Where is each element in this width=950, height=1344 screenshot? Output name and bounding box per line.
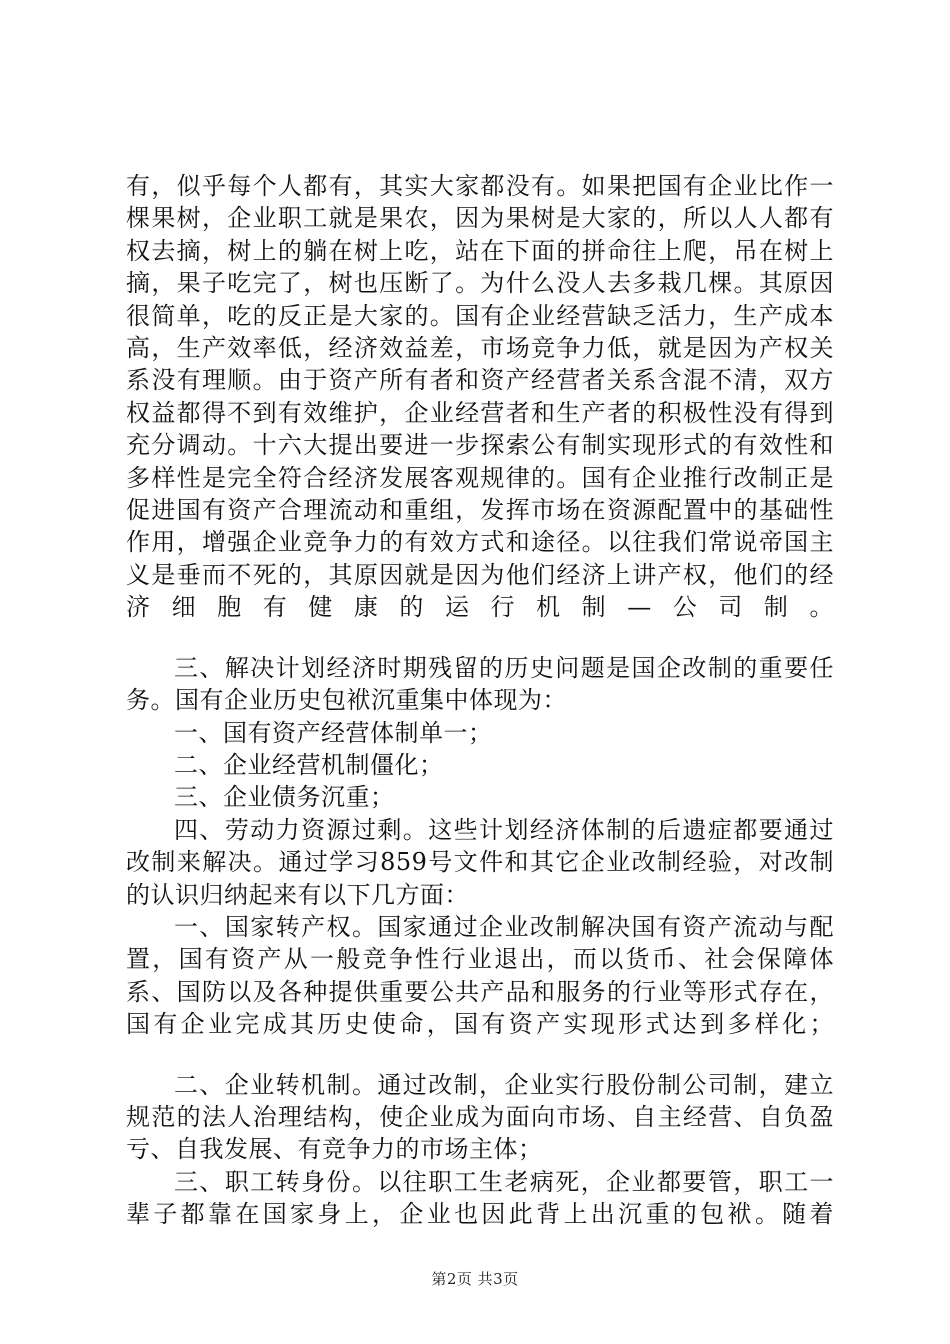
point-state-property-rights: 一、国家转产权。国家通过企业改制解决国有资产流动与配置，国有资产从一般竞争性行业退出，而以货币、社会保障体系、国防以及各种提供重要公共产品和服务的行业等形式存在，国有企业完成其历史使命，国有资产实现形式达到多样化； xyxy=(126,912,834,1039)
paragraph-historical-issues: 三、解决计划经济时期残留的历史问题是国企改制的重要任务。国有企业历史包袱沉重集中体现为： xyxy=(126,653,834,715)
paragraph-property-rights: 有，似乎每个人都有，其实大家都没有。如果把国有企业比作一棵果树，企业职工就是果农，因为果树是大家的，所以人人都有权去摘，树上的躺在树上吃，站在下面的拼命往上爬，吊在树上摘，果子吃完了，树也压断了。为什么没人去多栽几棵。其原因很简单，吃的反正是大家的。国有企业经营缺乏活力，生产成本高，生产效率低，经济效益差，市场竞争力低，就是因为产权关系没有理顺。由于资产所有者和资产经营者关系含混不清，双方权益都得不到有效维护，企业经营者和生产者的积极性没有得到充分调动。十六大提出要进一步探索公有制实现形式的有效性和多样性是完全符合经济发展客观规律的。国有企业推行改制正是促进国有资产合理流动和重组，发挥市场在资源配置中的基础性作用，增强企业竞争力的有效方式和途径。以往我们常说帝国主义是垂而不死的，其原因就是因为他们经济上讲产权，他们的经济细胞有健康的运行机制—公司制。 xyxy=(126,172,834,622)
point-worker-identity: 三、职工转身份。以往职工生老病死，企业都要管，职工一辈子都靠在国家身上，企业也因此背上出沉重的包袱。随着 xyxy=(126,1167,834,1229)
list-item-labor-surplus: 四、劳动力资源过剩。这些计划经济体制的后遗症都要通过改制来解决。通过学习859号文件和其它企业改制经验，对改制的认识归纳起来有以下几方面： xyxy=(126,815,834,909)
page-number-footer: 第2页 共3页 xyxy=(431,1270,519,1288)
list-item-heavy-debt: 三、企业债务沉重； xyxy=(174,783,395,812)
paragraph-gap xyxy=(126,1041,834,1069)
list-item-single-system: 一、国有资产经营体制单一； xyxy=(174,718,493,747)
paragraph-gap xyxy=(126,624,834,652)
document-body xyxy=(126,170,834,1231)
point-enterprise-mechanism: 二、企业转机制。通过改制，企业实行股份制公司制，建立规范的法人治理结构，使企业成为面向市场、自主经营、自负盈亏、自我发展、有竞争力的市场主体； xyxy=(126,1070,834,1164)
list-item-rigid-mechanism: 二、企业经营机制僵化； xyxy=(174,750,444,779)
